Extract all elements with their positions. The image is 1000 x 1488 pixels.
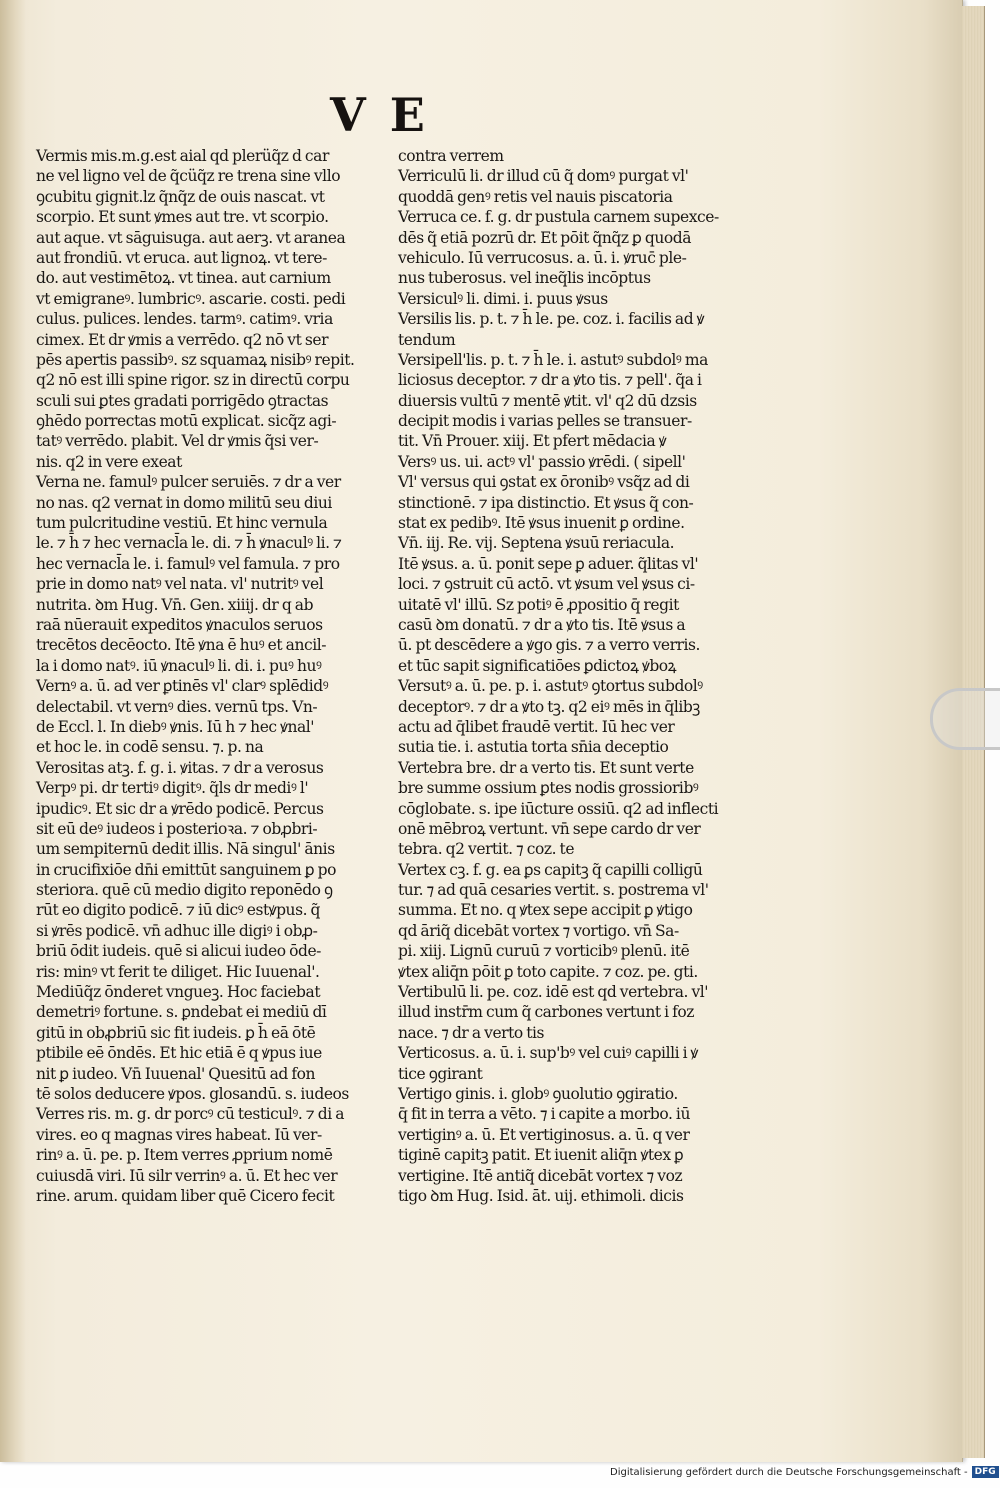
dfg-logo: DFG bbox=[972, 1466, 999, 1478]
left-column-line: gitū in obꝓbriū sic fit iudeis. ꝑ h̄ eā ōtē bbox=[36, 1023, 316, 1042]
right-column-line: Verticosus. a. ū. i. sup'bꝰ vel cuiꝰ capilli i ꝟ bbox=[398, 1044, 698, 1063]
right-column-line: tendum bbox=[398, 330, 456, 349]
right-column-line: diuersis vultū ⁊ mentē ꝟtit. vl' q2 dū dzsis bbox=[398, 391, 697, 410]
footer-text: Digitalisierung gefördert durch die Deutsche Forschungsgemeinschaft - bbox=[610, 1467, 968, 1478]
right-column-line: cōglobate. s. ipe iūcture ossiū. q2 ad inflecti bbox=[398, 799, 719, 818]
right-column-line: actu ad q̄libet fraudē vertit. Iū hec ver bbox=[398, 717, 675, 736]
right-text-column bbox=[398, 146, 764, 1206]
right-column-line: Verriculū li. dr illud cū q̃ domꝰ purgat vl' bbox=[398, 167, 689, 186]
right-column-line: Versilis lis. p. t. ⁊ h̄ le. pe. coz. i. facilis ad ꝟ bbox=[398, 310, 705, 329]
left-column-line: vt emigraneꝰ. lumbricꝰ. ascarie. costi. pedi bbox=[36, 289, 346, 308]
right-column-line: deceptorꝰ. ⁊ dr a ꝟto tꝫ. q2 eiꝰ mēs in q̄libꝫ bbox=[398, 697, 700, 716]
right-column-line: ꝟtex aliq̄n pōit ꝑ toto capite. ⁊ coz. pe. gti. bbox=[398, 962, 698, 981]
right-column-line: nace. ⁊ dr a verto tis bbox=[398, 1023, 545, 1042]
left-column-line: briū ōdit iudeis. quē si alicui iudeo ōde- bbox=[36, 942, 321, 961]
right-column-line: dēs q̃ etiā pozrū dr. Et pōit q̃nq̃z ꝑ quodā bbox=[398, 228, 692, 247]
right-column-line: pi. xiij. Lignū curuū ⁊ vorticibꝰ plenū. itē bbox=[398, 942, 690, 961]
left-column-line: nutrita. ꝺm Hug. Vn̄. Gen. xiiij. dr q ab bbox=[36, 595, 314, 614]
left-column-line: si ꝟrēs podicē. vn̄ adhuc ille digiꝰ i obꝓ- bbox=[36, 921, 318, 940]
right-column-line: Verruca ce. f. g. dr pustula carnem supexce- bbox=[398, 208, 719, 227]
left-column-line: raā nūerauit expeditos ꝟnaculos seruos bbox=[36, 615, 323, 634]
left-column-line: rūt eo digito podicē. ⁊ iū dicꝰ estꝟpus. q̃ bbox=[36, 901, 321, 920]
right-column-line: Itē ꝟsus. a. ū. ponit sepe ꝑ aduer. q̃litas vl' bbox=[398, 554, 699, 573]
right-column-line: tur. ⁊ ad quā cesaries vertit. s. postrema vl' bbox=[398, 881, 709, 900]
right-column-line: nus tuberosus. vel ineq̃lis incōptus bbox=[398, 269, 651, 288]
left-column-line: ris: minꝰ vt ferit te diliget. Hic Iuuenal'. bbox=[36, 962, 320, 981]
left-column-line: trecētos decēocto. Itē ꝟna ē huꝰ et ancil- bbox=[36, 636, 327, 655]
page-gutter bbox=[0, 0, 26, 1462]
left-column-line: sculi sui ꝑtes gradati porrigēdo ꝯtractas bbox=[36, 391, 329, 410]
left-column-line: ipudicꝰ. Et sic dr a ꝟrēdo podicē. Percus bbox=[36, 799, 324, 818]
right-column-line: ū. pt descēdere a ꝟgo gis. ⁊ a verro verris. bbox=[398, 636, 701, 655]
right-column-line: contra verrem bbox=[398, 147, 504, 165]
left-column-line: tum pulcritudine vestiū. Et hinc vernula bbox=[36, 514, 328, 533]
left-column-line: cimex. Et dr ꝟmis a verrēdo. q2 nō vt ser bbox=[36, 330, 329, 349]
running-header: V E bbox=[330, 88, 429, 142]
left-column-line: culus. pulices. lendes. tarmꝰ. catimꝰ. vria bbox=[36, 310, 333, 329]
right-column-line: Vertebra bre. dr a verto tis. Et sunt verte bbox=[398, 758, 694, 777]
right-column-line: illud instr̄m cum q̃ carbones vertunt i foz bbox=[398, 1003, 694, 1022]
left-column-line: scorpio. Et sunt ꝟmes aut tre. vt scorpio. bbox=[36, 208, 329, 227]
left-column-line: ꝯcubitu gignit.lz q̃nq̃z de ouis nascat. vt bbox=[36, 187, 325, 206]
left-column-line: ne vel ligno vel de q̃cüq̃z re trena sine vllo bbox=[36, 167, 341, 186]
left-column-line: aut frondiū. vt eruca. aut lignoꝝ. vt tere- bbox=[36, 248, 327, 267]
left-column-line: et hoc le. in codē sensu. ⁊. p. na bbox=[36, 738, 264, 757]
left-column-line: tatꝰ verrēdo. plabit. Vel dr ꝟmis q̃si ver- bbox=[36, 432, 319, 451]
left-column-line: cuiusdā viri. Iū silr verrinꝰ a. ū. Et hec ver bbox=[36, 1166, 338, 1185]
right-column-line: tebra. q2 vertit. ⁊ coz. te bbox=[398, 840, 575, 859]
left-column-line: rine. arum. quidam liber quē Cicero fecit bbox=[36, 1186, 335, 1205]
left-column-line: hec vernacl̄a le. i. famulꝰ vel famula. ⁊ pro bbox=[36, 554, 340, 573]
left-column-line: in crucifixiōe dn̄i emittūt sanguinem ꝑ po bbox=[36, 860, 337, 879]
left-column-line: um sempiternū dedit illis. Nā singul' ānis bbox=[36, 840, 335, 859]
right-column-line: Vertibulū li. pe. coz. idē est qd vertebra. vl' bbox=[398, 983, 709, 1002]
right-column-line: decipit modis i varias pelles se transuer- bbox=[398, 412, 692, 431]
right-column-line: Versiculꝰ li. dimi. i. puus ꝟsus bbox=[398, 289, 608, 308]
left-column-line: Verpꝰ pi. dr tertiꝰ digitꝰ. q̃ls dr mediꝰ l' bbox=[36, 779, 309, 798]
left-column-line: Mediūq̃z ōnderet vngueꝫ. Hoc faciebat bbox=[36, 983, 321, 1002]
right-column-line: qd āriq̃ dicebāt vortex ⁊ vortigo. vn̄ Sa- bbox=[398, 921, 679, 940]
right-column-line: vertigine. Itē antiq̃ dicebāt vortex ⁊ voz bbox=[398, 1166, 683, 1185]
right-column-line: vehiculo. Iū verrucosus. a. ū. i. ꝟruc̄ ple- bbox=[398, 248, 687, 267]
left-column-line: no nas. q2 vernat in domo militū seu diui bbox=[36, 493, 332, 512]
left-column-line: pēs apertis passibꝰ. sz squamaꝝ nisibꝰ repit. bbox=[36, 350, 355, 369]
left-column-line: Vermis mis.m.g.est aial qd plerüq̃z d car bbox=[36, 147, 329, 165]
left-column-line: do. aut vestimētoꝝ. vt tinea. aut carnium bbox=[36, 269, 331, 288]
right-column-line: stat ex pedibꝰ. Itē ꝟsus inuenit ꝑ ordine. bbox=[398, 514, 685, 533]
left-column-line: le. ⁊ h̄ ⁊ hec vernacl̄a le. di. ⁊ h̄ ꝟnaculꝰ li. ⁊ bbox=[36, 534, 342, 553]
right-column-line: vertiginꝰ a. ū. Et vertiginosus. a. ū. q ver bbox=[398, 1125, 690, 1144]
left-column-line: nit ꝑ iudeo. Vn̄ Iuuenal' Quesitū ad fon bbox=[36, 1064, 316, 1083]
left-column-line: Verositas atꝫ. f. g. i. ꝟitas. ⁊ dr a verosus bbox=[36, 758, 324, 777]
right-column-line: bre summe ossium ꝑtes nodis grossioribꝰ bbox=[398, 779, 699, 798]
left-column-line: steriora. quē cū medio digito reponēdo ꝯ bbox=[36, 881, 333, 900]
left-column-line: la i domo natꝰ. iū ꝟnaculꝰ li. di. i. puꝰ huꝰ bbox=[36, 656, 322, 675]
right-column-line: Vertigo ginis. i. globꝰ ꝯuolutio ꝯgiratio. bbox=[398, 1084, 678, 1103]
left-column-line: prie in domo natꝰ vel nata. vl' nutritꝰ vel bbox=[36, 575, 324, 594]
right-column-line: quoddā genꝰ retis vel nauis piscatoria bbox=[398, 187, 673, 206]
right-column-line: Versipell'lis. p. t. ⁊ h̄ le. i. astutꝰ subdolꝰ ma bbox=[398, 350, 708, 369]
right-column-line: summa. Et no. q ꝟtex sepe accipit ꝑ ꝟtigo bbox=[398, 901, 693, 920]
right-column-line: liciosus deceptor. ⁊ dr a ꝟto tis. ⁊ pell'. q̃a i bbox=[398, 371, 702, 390]
right-column-line: stinctionē. ⁊ ipa distinctio. Et ꝟsus q̃ con- bbox=[398, 493, 694, 512]
right-column-line: onē mēbroꝝ vertunt. vn̄ sepe cardo dr ver bbox=[398, 819, 701, 838]
right-column-line: Vertex cꝫ. f. g. ea ꝑs capitꝫ q̃ capilli colligū bbox=[398, 860, 703, 879]
right-column-line: Vl' versus qui ꝯstat ex ōronibꝰ vsq̃z ad di bbox=[398, 473, 690, 492]
right-column-line: tit. Vn̄ Prouer. xiij. Et pfert mēdacia ꝟ bbox=[398, 432, 667, 451]
paper-clip bbox=[930, 688, 1000, 750]
right-column-line: tiginē capitꝫ patit. Et iuenit aliq̄n ꝟtex ꝑ bbox=[398, 1146, 684, 1165]
left-column-line: q2 nō est illi spine rigor. sz in directū corpu bbox=[36, 371, 350, 390]
right-column-line: et tūc sapit significatiōes ꝑdictoꝝ ꝟboꝝ bbox=[398, 656, 677, 675]
left-column-line: sit eū deꝰ iudeos i posterioꝛa. ⁊ obꝓbri- bbox=[36, 819, 318, 838]
left-column-line: aut aque. vt sāguisuga. aut aerꝫ. vt aranea bbox=[36, 228, 346, 247]
right-column-line: sutia tie. i. astutia torta sn̄ia deceptio bbox=[398, 738, 669, 757]
right-column-line: Vn̄. iij. Re. vij. Septena ꝟsuū reriacula. bbox=[398, 534, 675, 553]
left-text-column bbox=[36, 146, 376, 1206]
left-column-line: de Eccl. l. In diebꝰ ꝟnis. Iū h ⁊ hec ꝟnal' bbox=[36, 717, 315, 736]
right-column-line: casū ꝺm donatū. ⁊ dr a ꝟto tis. Itē ꝟsus a bbox=[398, 615, 686, 634]
right-column-line: tice ꝯgirant bbox=[398, 1064, 483, 1083]
left-column-line: Verna ne. famulꝰ pulcer seruiēs. ⁊ dr a ver bbox=[36, 473, 341, 492]
left-column-line: nis. q2 in vere exeat bbox=[36, 452, 182, 471]
left-column-line: rinꝰ a. ū. pe. p. Item verres ꝓprium nomē bbox=[36, 1146, 333, 1165]
left-column-line: vires. eo q magnas vires habeat. Iū ver- bbox=[36, 1125, 322, 1144]
right-column-line: Versutꝰ a. ū. pe. p. i. astutꝰ ꝯtortus subdolꝰ bbox=[398, 677, 703, 696]
right-column-line: Versꝰ us. ui. actꝰ vl' passio ꝟrēdi. ( sipell' bbox=[398, 452, 686, 471]
right-column-line: q̄ fit in terra a vēto. ⁊ i capite a morbo. iū bbox=[398, 1105, 690, 1124]
left-column-line: ptibile eē ōndēs. Et hic etiā ē q ꝟpus iue bbox=[36, 1044, 322, 1063]
left-column-line: demetriꝰ fortune. s. ꝑndebat ei mediū dī bbox=[36, 1003, 327, 1022]
left-column-line: Vernꝰ a. ū. ad ver ꝑtinēs vl' clarꝰ splēdidꝰ bbox=[36, 677, 329, 696]
right-column-line: uitatē vl' illū. Sz potiꝰ ē ꝓpositio q̄ regit bbox=[398, 595, 679, 614]
left-column-line: tē solos deducere ꝟpos. glosandū. s. iudeos bbox=[36, 1084, 349, 1103]
left-column-line: delectabil. vt vernꝰ dies. vernū tps. Vn- bbox=[36, 697, 318, 716]
left-column-line: Verres ris. m. g. dr porcꝰ cū testiculꝰ. ⁊ di a bbox=[36, 1105, 344, 1124]
left-column-line: ꝯhēdo porrectas motū explicat. sicq̃z agi- bbox=[36, 412, 337, 431]
right-column-line: loci. ⁊ ꝯstruit cū actō. vt ꝟsum vel ꝟsus ci- bbox=[398, 575, 695, 594]
right-column-line: tigo ꝺm Hug. Isid. āt. uij. ethimoli. dicis bbox=[398, 1186, 684, 1205]
footer-credit bbox=[610, 1466, 999, 1478]
